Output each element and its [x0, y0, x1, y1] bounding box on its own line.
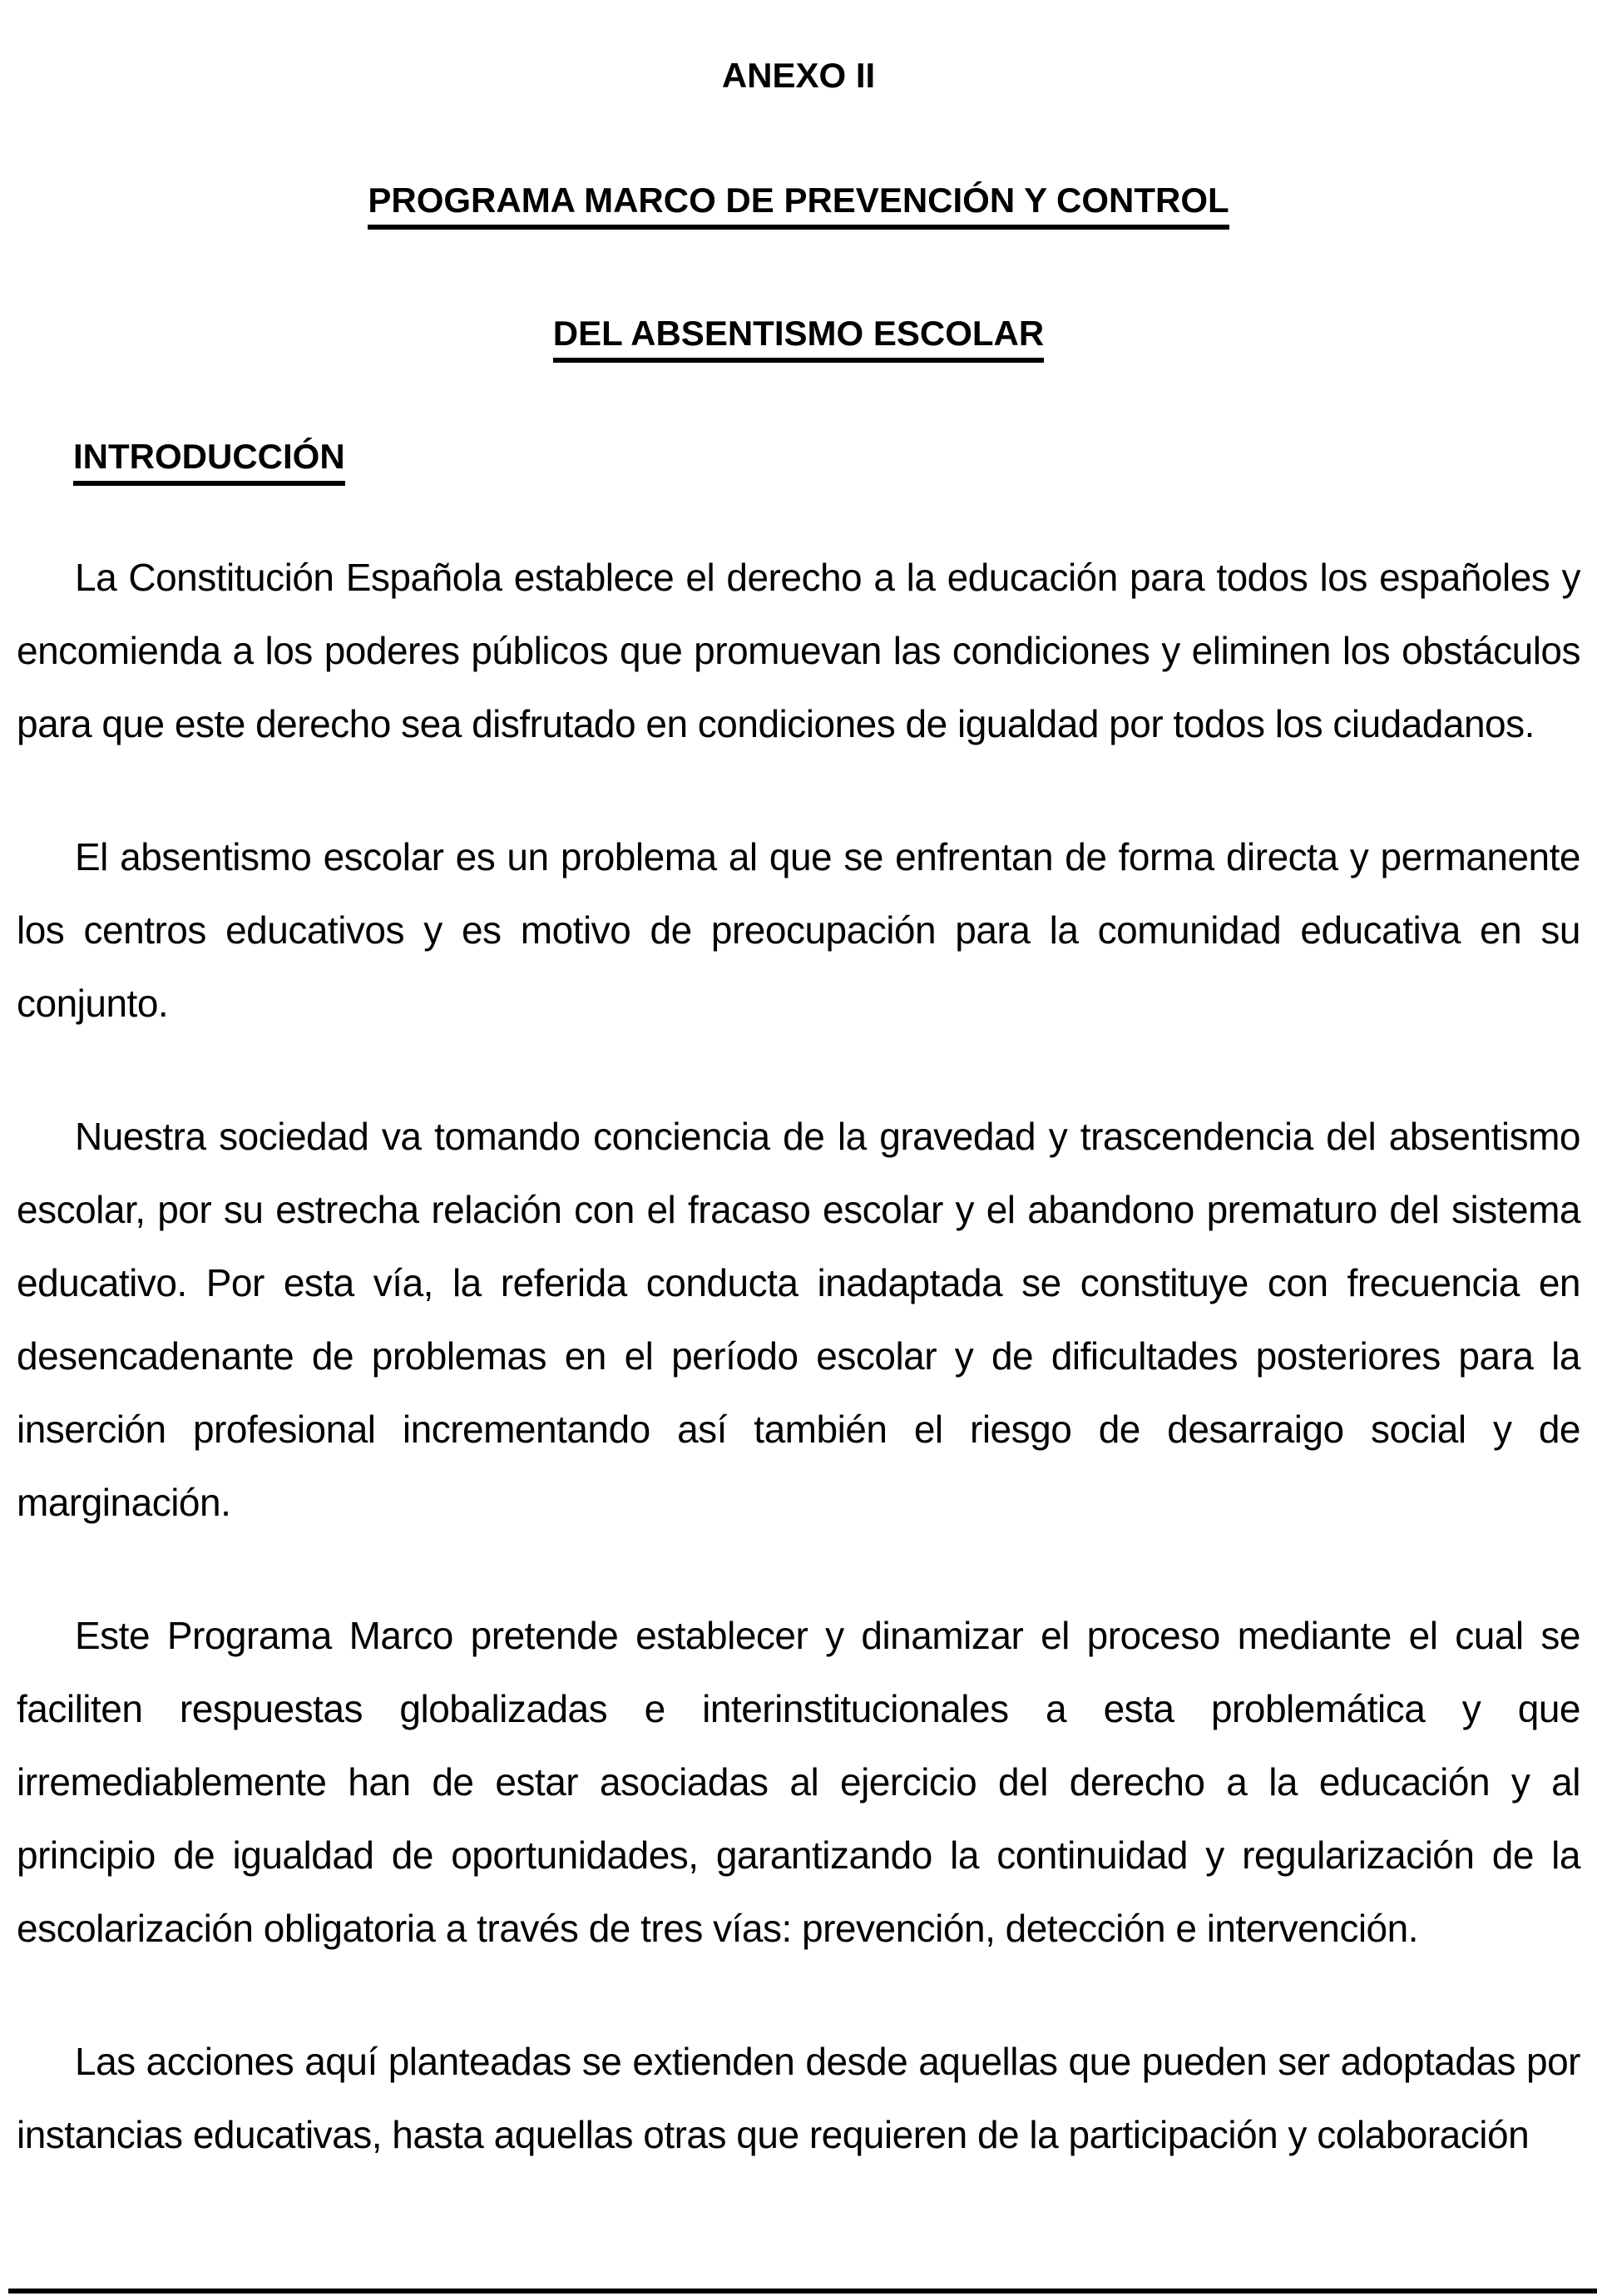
section-heading-introduccion — [17, 439, 1580, 486]
document-title-line-1-text: PROGRAMA MARCO DE PREVENCIÓN Y CONTROL — [368, 183, 1229, 230]
paragraph-3: Nuestra sociedad va tomando conciencia de la gravedad y trascendencia del absentismo escolar, por su estrecha relación con el fracaso escolar y el abandono prematuro del sistema educativo. Por esta vía, la referida conducta inadaptada se constituye con frecuencia en desencadenante de problemas en el período escolar y de dificultades posteriores para la inserción profesional incrementando así también el riesgo de desarraigo social y de marginación. — [17, 1115, 1580, 1524]
paragraph-1: La Constitución Española establece el derecho a la educación para todos los españoles y encomienda a los poderes públicos que promuevan las condiciones y eliminen los obstáculos para que este derecho sea disfrutado en condiciones de igualdad por todos los ciudadanos. — [17, 556, 1580, 745]
footer-rule — [8, 2289, 1597, 2294]
document-title-line-2-text: DEL ABSENTISMO ESCOLAR — [553, 316, 1044, 363]
paragraph-4: Este Programa Marco pretende establecer y dinamizar el proceso mediante el cual se faciliten respuestas globalizadas e interinstitucionales a esta problemática y que irremediablemente han de estar asociadas al ejercicio del derecho a la educación y al principio de igualdad de oportunidades, garantizando la continuidad y regularización de la escolarización obligatoria a través de tres vías: prevención, detección e intervención. — [17, 1614, 1580, 1950]
document-title-line-1 — [17, 183, 1580, 230]
section-heading-text: INTRODUCCIÓN — [73, 439, 345, 486]
paragraph-5: Las acciones aquí planteadas se extienden desde aquellas que pueden ser adoptadas por instancias educativas, hasta aquellas otras que requieren de la participación y colaboración — [17, 2040, 1580, 2156]
document-body — [17, 541, 1580, 2171]
annex-heading-text: ANEXO II — [721, 56, 876, 95]
document-title-line-2 — [17, 316, 1580, 363]
paragraph-2: El absentismo escolar es un problema al que se enfrentan de forma directa y permanente los centros educativos y es motivo de preocupación para la comunidad educativa en su conjunto. — [17, 835, 1580, 1025]
annex-heading — [17, 0, 1580, 93]
